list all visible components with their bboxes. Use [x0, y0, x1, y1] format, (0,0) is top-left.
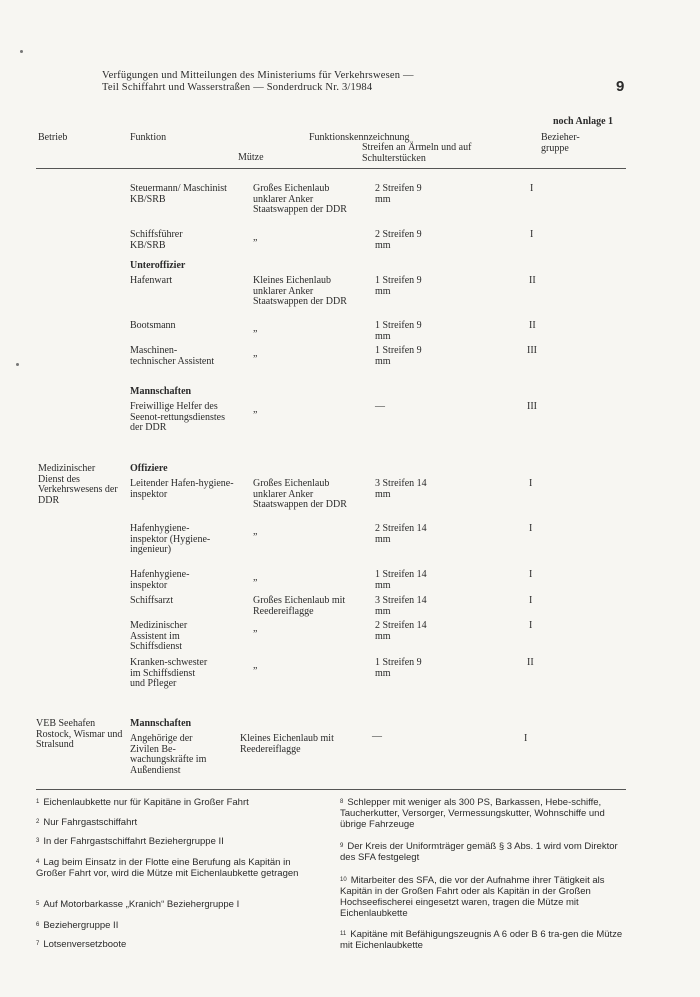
row-streifen: 2 Streifen 9 mm [375, 229, 422, 251]
scan-speck [20, 50, 23, 53]
row-muetze: „ [253, 572, 258, 583]
footnote: $^{10}$ Mitarbeiter des SFA, die vor der Aufnahme ihrer Tätigkeit als Kapitän in der Großen Fahrt oder als Kapitän in der Großen Hochseefischerei eingesetzt waren, tragen die Mütze mit Eichenlaubkette [340, 875, 605, 919]
row-streifen: 1 Streifen 9 mm [375, 657, 422, 679]
category-unteroffizier: Unteroffizier [130, 260, 186, 271]
row-muetze: Kleines Eichenlaub mit Reedereiflagge [240, 733, 334, 755]
row-funktion: Hafenhygiene-inspektor [130, 569, 190, 591]
row-streifen: 1 Streifen 9 mm [375, 345, 422, 367]
row-gruppe: II [527, 657, 534, 668]
category-offiziere: Offiziere [130, 463, 168, 474]
row-funktion: Hafenhygiene-inspektor (Hygiene-ingenieur) [130, 523, 211, 555]
row-streifen: 2 Streifen 14 mm [375, 523, 427, 545]
footnote: $^6$ Beziehergruppe II [36, 920, 119, 931]
row-streifen: 1 Streifen 9 mm [375, 275, 422, 297]
row-streifen: 1 Streifen 14 mm [375, 569, 427, 591]
footnote: $^2$ Nur Fahrgastschiffahrt [36, 817, 138, 828]
row-funktion: Freiwillige Helfer des Seenot-rettungsdienstes der DDR [130, 401, 225, 433]
footnote: $^4$ Lag beim Einsatz in der Flotte eine Berufung als Kapitän in Großer Fahrt vor, wird die Mütze mit Eichenlaubkette getragen [36, 857, 299, 879]
row-muetze: „ [253, 232, 258, 243]
row-funktion: Kranken-schwester im Schiffsdienst und Pfleger [130, 657, 208, 689]
col-muetze: Mütze [238, 152, 264, 163]
row-gruppe: I [529, 620, 533, 631]
row-muetze: Kleines Eichenlaub unklarer Anker Staatswappen der DDR [253, 275, 347, 307]
footnote: $^9$ Der Kreis der Uniformträger gemäß § 3 Abs. 1 wird vom Direktor des SFA festgelegt [340, 841, 618, 863]
annex-label: noch Anlage 1 [553, 116, 614, 127]
row-gruppe: I [530, 229, 534, 240]
row-funktion: Angehörige der Zivilen Be-wachungskräfte im Außendienst [130, 733, 207, 776]
row-muetze: „ [253, 526, 258, 537]
betrieb-medizinischer-dienst: Medizinischer Dienst des Verkehrswesens der DDR [38, 463, 118, 506]
col-betrieb: Betrieb [38, 132, 68, 143]
header-line-2: Teil Schiffahrt und Wasserstraßen — Sonderdruck Nr. 3/1984 [102, 82, 373, 93]
row-streifen: — [372, 731, 382, 742]
footnote: $^{11}$ Kapitäne mit Befähigungszeugnis A 6 oder B 6 tra-gen die Mütze mit Eichenlaubkette [340, 929, 623, 951]
row-funktion: Maschinen-technischer Assistent [130, 345, 215, 367]
row-streifen: 3 Streifen 14 mm [375, 478, 427, 500]
row-streifen: 2 Streifen 9 mm [375, 183, 422, 205]
row-funktion: Schiffsführer KB/SRB [130, 229, 183, 251]
row-gruppe: II [529, 320, 536, 331]
row-streifen: 1 Streifen 9 mm [375, 320, 422, 342]
row-funktion: Medizinischer Assistent im Schiffsdienst [130, 620, 188, 652]
row-gruppe: I [529, 478, 533, 489]
row-muetze: „ [253, 660, 258, 671]
row-muetze: Großes Eichenlaub unklarer Anker Staatswappen der DDR [253, 478, 347, 510]
row-muetze: „ [253, 348, 258, 359]
row-muetze: „ [253, 323, 258, 334]
category-mannschaften-2: Mannschaften [130, 718, 192, 729]
row-gruppe: III [527, 401, 537, 412]
col-gruppe: Bezieher-gruppe [541, 132, 580, 154]
col-kennzeichnung: Funktionskennzeichnung [309, 132, 410, 143]
page-number: 9 [616, 78, 625, 95]
row-gruppe: I [529, 569, 533, 580]
footnote: $^5$ Auf Motorbarkasse „Kranich“ Beziehergruppe I [36, 899, 240, 910]
category-mannschaften: Mannschaften [130, 386, 192, 397]
footnote: $^8$ Schlepper mit weniger als 300 PS, Barkassen, Hebe-schiffe, Taucherkutter, Versorger, Vermessungskutter, Wohnschiffe und übrige Fahrzeuge [340, 797, 605, 830]
row-gruppe: I [529, 523, 533, 534]
footnote: $^1$ Eichenlaubkette nur für Kapitäne in Großer Fahrt [36, 797, 249, 808]
row-muetze: „ [253, 404, 258, 415]
footnote: $^3$ In der Fahrgastschiffahrt Beziehergruppe II [36, 836, 224, 847]
row-gruppe: II [529, 275, 536, 286]
row-gruppe: III [527, 345, 537, 356]
row-streifen: — [375, 401, 385, 412]
table-bottom-rule [36, 789, 626, 790]
header-rule [36, 168, 626, 169]
row-muetze: Großes Eichenlaub mit Reedereiflagge [253, 595, 346, 617]
row-funktion: Schiffsarzt [130, 595, 174, 606]
betrieb-veb-seehafen: VEB Seehafen Rostock, Wismar und Stralsund [36, 718, 123, 750]
scan-speck [16, 363, 19, 366]
row-streifen: 3 Streifen 14 mm [375, 595, 427, 617]
row-funktion: Bootsmann [130, 320, 176, 331]
row-funktion: Steuermann/ Maschinist KB/SRB [130, 183, 227, 205]
row-gruppe: I [524, 733, 528, 744]
col-funktion: Funktion [130, 132, 167, 143]
row-muetze: „ [253, 623, 258, 634]
row-funktion: Hafenwart [130, 275, 173, 286]
row-streifen: 2 Streifen 14 mm [375, 620, 427, 642]
row-muetze: Großes Eichenlaub unklarer Anker Staatswappen der DDR [253, 183, 347, 215]
row-gruppe: I [530, 183, 534, 194]
header-line-1: Verfügungen und Mitteilungen des Ministeriums für Verkehrswesen — [102, 70, 414, 81]
row-gruppe: I [529, 595, 533, 606]
row-funktion: Leitender Hafen-hygiene-inspektor [130, 478, 234, 500]
footnote: $^7$ Lotsenversetzboote [36, 939, 127, 950]
col-streifen: Streifen an Ärmeln und auf Schulterstücken [362, 142, 472, 164]
